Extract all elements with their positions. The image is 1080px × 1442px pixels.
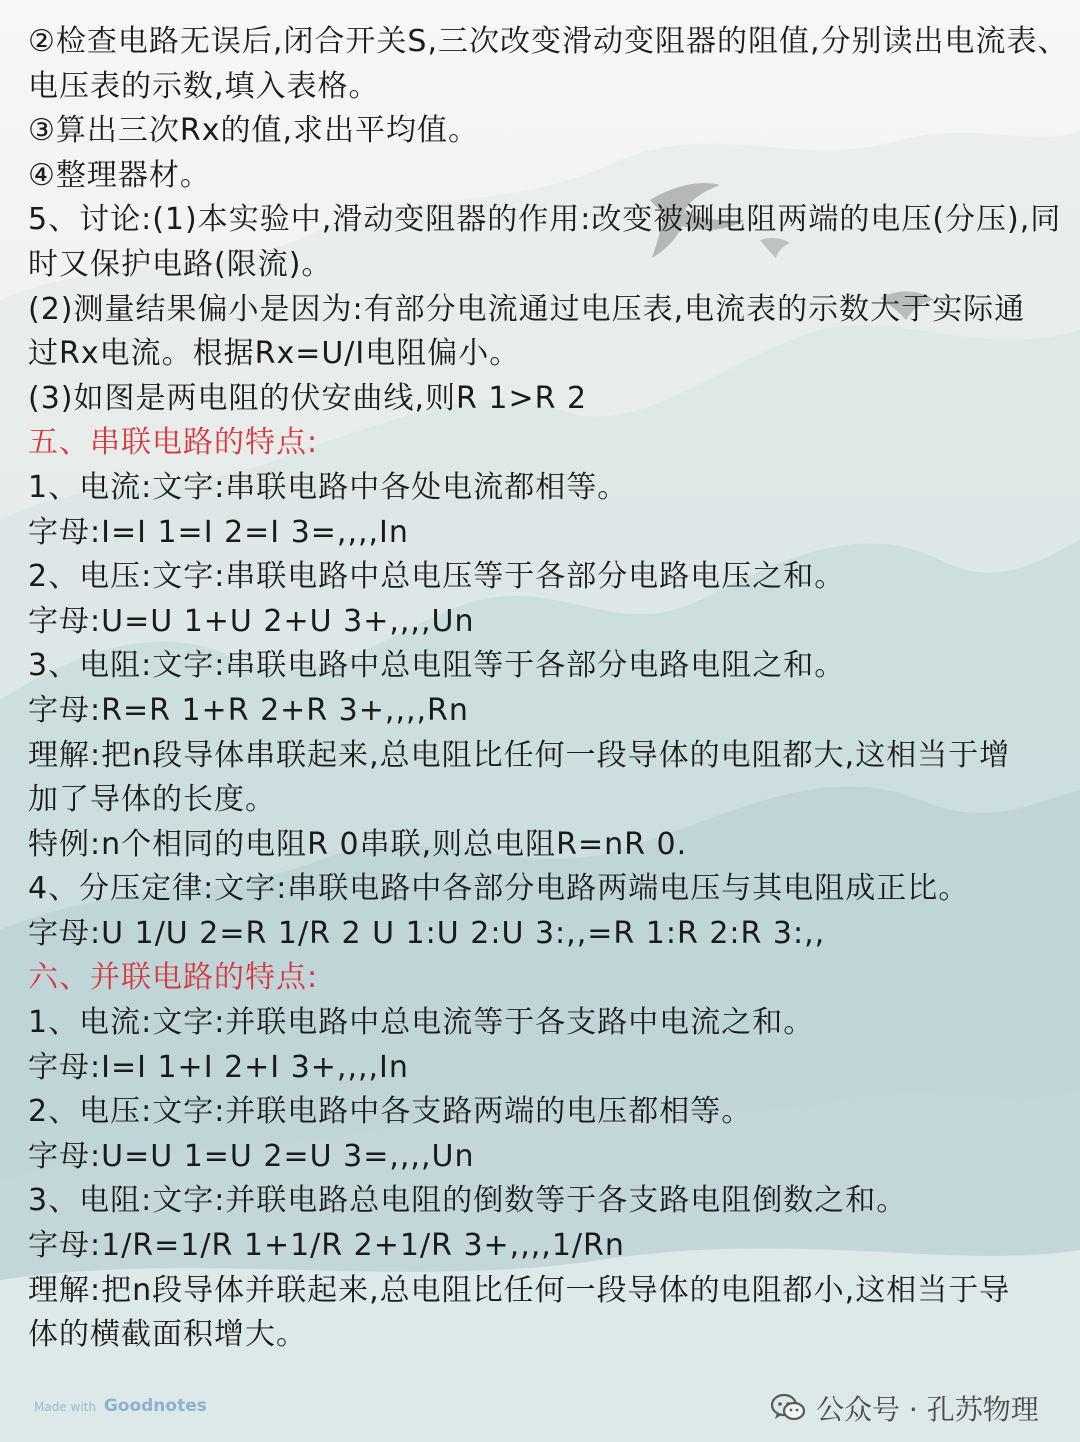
voltage-divider-law-formula: 字母:U 1/U 2=R 1/R 2 U 1:U 2:U 3:,,=R 1:R 2:R 3:,, (28, 915, 826, 951)
parallel-current-text: 1、电流:文字:并联电路中总电流等于各支路中电流之和。 (28, 1005, 815, 1041)
series-voltage-text: 2、电压:文字:串联电路中总电压等于各部分电路电压之和。 (28, 559, 846, 595)
voltage-divider-law-text: 4、分压定律:文字:串联电路中各部分电路两端电压与其电阻成正比。 (28, 871, 970, 907)
series-understanding-line-1: 理解:把n段导体串联起来,总电阻比任何一段导体的电阻都大,这相当于增 (28, 737, 1011, 773)
step-2-line-1: ②检查电路无误后,闭合开关S,三次改变滑动变阻器的阻值,分别读出电流表、 (28, 24, 1069, 59)
parallel-understanding-line-2: 体的横截面积增大。 (28, 1317, 307, 1353)
step-2-line-2: 电压表的示数,填入表格。 (28, 68, 380, 104)
note-content (28, 20, 1069, 1358)
series-resistance-formula: 字母:R=R 1+R 2+R 3+,,,,Rn (28, 692, 469, 728)
series-voltage-formula: 字母:U=U 1+U 2+U 3+,,,,Un (28, 603, 475, 639)
parallel-voltage-formula: 字母:U=U 1=U 2=U 3=,,,,Un (28, 1138, 475, 1174)
goodnotes-watermark (34, 1396, 207, 1416)
parallel-voltage-text: 2、电压:文字:并联电路中各支路两端的电压都相等。 (28, 1094, 753, 1130)
discussion-2-line-2: 过Rx电流。根据Rx=U/I电阻偏小。 (28, 336, 521, 372)
series-resistance-text: 3、电阻:文字:串联电路中总电阻等于各部分电路电阻之和。 (28, 648, 846, 684)
wechat-account-watermark (770, 1386, 1039, 1430)
section-parallel-heading: 六、并联电路的特点: (28, 960, 319, 996)
discussion-2-line-1: (2)测量结果偏小是因为:有部分电流通过电压表,电流表的示数大于实际通 (28, 291, 1026, 327)
series-understanding-line-2: 加了导体的长度。 (28, 782, 276, 818)
made-with-label: Made with (34, 1400, 96, 1414)
step-3: ③算出三次Rx的值,求出平均值。 (28, 113, 480, 149)
parallel-resistance-text: 3、电阻:文字:并联电路总电阻的倒数等于各支路电阻倒数之和。 (28, 1183, 908, 1219)
step-4: ④整理器材。 (28, 157, 211, 193)
discussion-3: (3)如图是两电阻的伏安曲线,则R 1>R 2 (28, 380, 588, 416)
series-current-formula: 字母:I=I 1=I 2=I 3=,,,,In (28, 514, 409, 550)
series-current-text: 1、电流:文字:串联电路中各处电流都相等。 (28, 469, 629, 505)
discussion-1-line-2: 时又保护电路(限流)。 (28, 246, 333, 282)
parallel-current-formula: 字母:I=I 1+I 2+I 3+,,,,In (28, 1049, 409, 1085)
goodnotes-logo-text: Goodnotes (103, 1396, 207, 1416)
parallel-resistance-formula: 字母:1/R=1/R 1+1/R 2+1/R 3+,,,,1/Rn (28, 1228, 625, 1264)
discussion-1-line-1: 5、讨论:(1)本实验中,滑动变阻器的作用:改变被测电阻两端的电压(分压),同 (28, 202, 1062, 238)
section-series-heading: 五、串联电路的特点: (28, 425, 319, 461)
wechat-account-name: 公众号 · 孔苏物理 (816, 1393, 1039, 1426)
parallel-understanding-line-1: 理解:把n段导体并联起来,总电阻比任何一段导体的电阻都小,这相当于导 (28, 1272, 1011, 1308)
series-special-case: 特例:n个相同的电阻R 0串联,则总电阻R=nR 0. (28, 826, 688, 862)
wechat-icon (770, 1393, 806, 1423)
